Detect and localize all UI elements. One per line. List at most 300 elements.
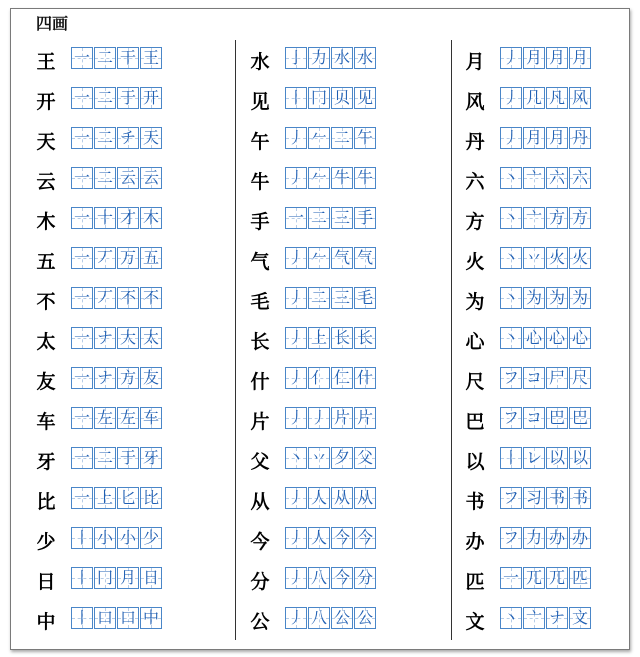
- stroke-step-cell: [285, 47, 307, 69]
- stroke-step-glyph: 贝: [333, 88, 350, 107]
- stroke-step-glyph: 丆: [96, 248, 113, 267]
- stroke-step-glyph: ナ: [548, 608, 565, 627]
- stroke-step-cell: [331, 447, 353, 469]
- stroke-order-grid: [285, 87, 377, 109]
- character-label: 月: [465, 51, 485, 73]
- stroke-step-glyph: 匹: [571, 568, 588, 587]
- stroke-step-glyph: 八: [310, 568, 327, 587]
- column-divider: [451, 40, 452, 640]
- stroke-step-glyph: 力: [525, 528, 542, 547]
- stroke-step-glyph: 父: [356, 448, 373, 467]
- stroke-step-glyph: 云: [119, 168, 136, 187]
- stroke-step-cell: [354, 607, 376, 629]
- stroke-step-glyph: 牙: [142, 448, 159, 467]
- stroke-step-glyph: 云: [142, 168, 159, 187]
- stroke-step-cell: [308, 407, 330, 429]
- character-label: 中: [36, 611, 56, 633]
- stroke-step-glyph: 书: [548, 488, 565, 507]
- stroke-step-cell: [94, 247, 116, 269]
- stroke-step-cell: [94, 447, 116, 469]
- stroke-step-glyph: 月: [548, 128, 565, 147]
- stroke-step-cell: [569, 527, 591, 549]
- stroke-step-glyph: 方: [119, 368, 136, 387]
- stroke-step-glyph: 以: [571, 448, 588, 467]
- stroke-step-cell: [117, 167, 139, 189]
- stroke-step-cell: [569, 487, 591, 509]
- stroke-step-glyph: 才: [119, 208, 136, 227]
- stroke-order-grid: [500, 527, 592, 549]
- stroke-step-glyph: 天: [142, 128, 159, 147]
- character-label: 心: [465, 331, 485, 353]
- stroke-step-glyph: 丹: [571, 128, 588, 147]
- stroke-order-grid: [285, 207, 377, 229]
- stroke-step-cell: [308, 247, 330, 269]
- stroke-step-cell: [140, 567, 162, 589]
- stroke-step-glyph: 丿: [287, 568, 304, 587]
- stroke-step-cell: [285, 87, 307, 109]
- stroke-step-glyph: 左: [96, 408, 113, 427]
- stroke-order-grid: [71, 327, 163, 349]
- stroke-step-glyph: 几: [525, 88, 542, 107]
- character-label: 什: [250, 371, 270, 393]
- stroke-step-glyph: 干: [119, 48, 136, 67]
- character-label: 长: [250, 331, 270, 353]
- stroke-step-glyph: 六: [548, 168, 565, 187]
- stroke-step-cell: [71, 87, 93, 109]
- stroke-step-glyph: 丿: [287, 248, 304, 267]
- stroke-step-cell: [546, 207, 568, 229]
- stroke-step-cell: [354, 407, 376, 429]
- stroke-step-glyph: 二: [96, 168, 113, 187]
- stroke-step-glyph: 小: [119, 528, 136, 547]
- stroke-step-glyph: 友: [142, 368, 159, 387]
- stroke-order-grid: [285, 527, 377, 549]
- stroke-step-cell: [523, 407, 545, 429]
- stroke-step-glyph: 毛: [356, 288, 373, 307]
- character-label: 以: [465, 451, 485, 473]
- stroke-step-glyph: 于: [119, 448, 136, 467]
- stroke-step-glyph: 一: [73, 488, 90, 507]
- stroke-step-cell: [285, 367, 307, 389]
- character-label: 五: [36, 251, 56, 273]
- stroke-step-cell: [331, 127, 353, 149]
- stroke-step-cell: [308, 167, 330, 189]
- stroke-step-glyph: 丶: [502, 208, 519, 227]
- stroke-step-glyph: 今: [333, 528, 350, 547]
- stroke-step-glyph: 牛: [356, 168, 373, 187]
- stroke-step-cell: [308, 447, 330, 469]
- stroke-step-cell: [354, 47, 376, 69]
- stroke-step-glyph: 火: [571, 248, 588, 267]
- stroke-step-glyph: コ: [525, 368, 542, 387]
- stroke-step-glyph: 丨: [287, 88, 304, 107]
- stroke-step-glyph: 心: [571, 328, 588, 347]
- stroke-step-glyph: 气: [333, 248, 350, 267]
- stroke-order-grid: [500, 47, 592, 69]
- character-label: 尺: [465, 371, 485, 393]
- stroke-step-glyph: 一: [73, 208, 90, 227]
- stroke-step-cell: [285, 447, 307, 469]
- stroke-step-cell: [523, 527, 545, 549]
- stroke-step-glyph: 丷: [310, 448, 327, 467]
- stroke-step-cell: [500, 327, 522, 349]
- stroke-step-cell: [140, 87, 162, 109]
- stroke-step-glyph: 今: [356, 528, 373, 547]
- stroke-order-grid: [285, 447, 377, 469]
- stroke-step-glyph: 办: [571, 528, 588, 547]
- stroke-step-cell: [117, 327, 139, 349]
- stroke-step-glyph: 一: [73, 368, 90, 387]
- stroke-step-glyph: 左: [119, 408, 136, 427]
- character-label: 云: [36, 171, 56, 193]
- stroke-step-glyph: 片: [356, 408, 373, 427]
- stroke-step-glyph: 𠂉: [310, 128, 327, 147]
- stroke-step-cell: [523, 247, 545, 269]
- stroke-order-grid: [71, 247, 163, 269]
- stroke-step-cell: [523, 47, 545, 69]
- stroke-step-cell: [285, 607, 307, 629]
- stroke-order-grid: [285, 407, 377, 429]
- stroke-step-cell: [354, 567, 376, 589]
- stroke-step-cell: [308, 607, 330, 629]
- stroke-step-cell: [71, 407, 93, 429]
- stroke-step-glyph: 丆: [96, 288, 113, 307]
- character-label: 匹: [465, 571, 485, 593]
- stroke-step-cell: [94, 567, 116, 589]
- stroke-step-glyph: 火: [548, 248, 565, 267]
- column-divider: [235, 40, 236, 640]
- stroke-step-glyph: 人: [310, 488, 327, 507]
- stroke-step-glyph: 午: [356, 128, 373, 147]
- stroke-step-cell: [569, 47, 591, 69]
- stroke-step-glyph: 小: [96, 528, 113, 547]
- stroke-step-glyph: 方: [571, 208, 588, 227]
- stroke-step-glyph: 丿: [287, 168, 304, 187]
- stroke-order-grid: [500, 367, 592, 389]
- stroke-step-glyph: 尸: [548, 368, 565, 387]
- stroke-step-cell: [71, 607, 93, 629]
- stroke-step-cell: [500, 487, 522, 509]
- character-label: 从: [250, 491, 270, 513]
- character-label: 木: [36, 211, 56, 233]
- character-label: 书: [465, 491, 485, 513]
- stroke-step-cell: [308, 47, 330, 69]
- stroke-step-glyph: 开: [142, 88, 159, 107]
- stroke-step-cell: [140, 327, 162, 349]
- stroke-step-glyph: 一: [73, 288, 90, 307]
- stroke-step-cell: [140, 447, 162, 469]
- stroke-step-cell: [331, 407, 353, 429]
- stroke-step-cell: [308, 327, 330, 349]
- stroke-order-grid: [285, 127, 377, 149]
- stroke-step-cell: [523, 487, 545, 509]
- stroke-step-cell: [546, 87, 568, 109]
- stroke-step-cell: [71, 287, 93, 309]
- stroke-step-cell: [94, 407, 116, 429]
- stroke-step-cell: [500, 167, 522, 189]
- stroke-step-cell: [331, 167, 353, 189]
- character-label: 车: [36, 411, 56, 433]
- stroke-step-cell: [569, 207, 591, 229]
- stroke-step-glyph: フ: [502, 488, 519, 507]
- stroke-step-cell: [354, 447, 376, 469]
- stroke-step-glyph: 一: [73, 128, 90, 147]
- stroke-step-cell: [546, 167, 568, 189]
- stroke-step-cell: [140, 607, 162, 629]
- stroke-step-cell: [71, 127, 93, 149]
- stroke-step-glyph: 巴: [548, 408, 565, 427]
- stroke-step-cell: [331, 607, 353, 629]
- stroke-step-cell: [285, 127, 307, 149]
- stroke-step-glyph: 丿: [287, 128, 304, 147]
- character-label: 王: [36, 51, 56, 73]
- stroke-step-glyph: 丶: [502, 168, 519, 187]
- stroke-step-glyph: 𠂉: [310, 248, 327, 267]
- stroke-step-cell: [117, 607, 139, 629]
- stroke-step-glyph: 兀: [548, 568, 565, 587]
- stroke-step-glyph: 不: [142, 288, 159, 307]
- character-label: 父: [250, 451, 270, 473]
- stroke-step-cell: [94, 527, 116, 549]
- stroke-step-cell: [117, 247, 139, 269]
- stroke-step-cell: [569, 167, 591, 189]
- stroke-step-glyph: 二: [310, 288, 327, 307]
- stroke-step-glyph: 车: [142, 408, 159, 427]
- stroke-step-glyph: 为: [548, 288, 565, 307]
- stroke-step-cell: [523, 607, 545, 629]
- stroke-step-glyph: 二: [96, 48, 113, 67]
- stroke-step-glyph: 从: [356, 488, 373, 507]
- stroke-step-cell: [140, 367, 162, 389]
- stroke-order-grid: [71, 527, 163, 549]
- character-label: 友: [36, 371, 56, 393]
- stroke-step-cell: [331, 47, 353, 69]
- stroke-step-glyph: 手: [356, 208, 373, 227]
- stroke-step-cell: [523, 447, 545, 469]
- stroke-step-glyph: 气: [356, 248, 373, 267]
- stroke-step-glyph: 公: [333, 608, 350, 627]
- stroke-step-glyph: 二: [310, 208, 327, 227]
- stroke-step-glyph: 水: [333, 48, 350, 67]
- stroke-step-cell: [354, 167, 376, 189]
- stroke-step-cell: [354, 287, 376, 309]
- stroke-order-grid: [500, 407, 592, 429]
- stroke-step-glyph: 片: [333, 408, 350, 427]
- stroke-step-cell: [94, 167, 116, 189]
- stroke-step-glyph: 月: [571, 48, 588, 67]
- stroke-step-cell: [569, 367, 591, 389]
- stroke-order-grid: [285, 167, 377, 189]
- stroke-step-glyph: 力: [310, 48, 327, 67]
- stroke-step-glyph: 月: [119, 568, 136, 587]
- stroke-step-glyph: 二: [333, 128, 350, 147]
- stroke-step-glyph: 心: [548, 328, 565, 347]
- character-label: 手: [250, 211, 270, 233]
- stroke-order-grid: [285, 607, 377, 629]
- stroke-order-grid: [500, 487, 592, 509]
- stroke-step-glyph: 亠: [525, 608, 542, 627]
- stroke-step-glyph: 万: [119, 248, 136, 267]
- stroke-step-cell: [140, 527, 162, 549]
- stroke-step-cell: [308, 527, 330, 549]
- stroke-step-cell: [523, 327, 545, 349]
- stroke-step-glyph: 丨: [73, 568, 90, 587]
- stroke-step-glyph: 不: [119, 288, 136, 307]
- stroke-step-glyph: 丷: [525, 248, 542, 267]
- stroke-step-cell: [569, 407, 591, 429]
- stroke-step-glyph: 亅: [287, 48, 304, 67]
- stroke-step-cell: [569, 247, 591, 269]
- stroke-step-glyph: 风: [571, 88, 588, 107]
- stroke-step-cell: [140, 207, 162, 229]
- stroke-step-cell: [523, 167, 545, 189]
- character-label: 六: [465, 171, 485, 193]
- stroke-step-glyph: 丨: [73, 528, 90, 547]
- character-label: 不: [36, 291, 56, 313]
- stroke-order-grid: [71, 127, 163, 149]
- stroke-step-glyph: 大: [119, 328, 136, 347]
- stroke-step-glyph: 一: [73, 168, 90, 187]
- stroke-step-glyph: 亠: [525, 208, 542, 227]
- stroke-step-cell: [285, 407, 307, 429]
- stroke-step-cell: [500, 567, 522, 589]
- stroke-step-cell: [308, 87, 330, 109]
- stroke-step-cell: [331, 367, 353, 389]
- stroke-step-glyph: 一: [502, 568, 519, 587]
- stroke-step-glyph: 见: [356, 88, 373, 107]
- stroke-step-cell: [569, 567, 591, 589]
- stroke-step-glyph: 月: [525, 128, 542, 147]
- stroke-step-glyph: 匕: [119, 488, 136, 507]
- character-label: 火: [465, 251, 485, 273]
- stroke-order-grid: [285, 247, 377, 269]
- stroke-step-glyph: 水: [356, 48, 373, 67]
- stroke-step-glyph: 公: [356, 608, 373, 627]
- stroke-step-cell: [71, 327, 93, 349]
- stroke-step-cell: [71, 47, 93, 69]
- stroke-step-cell: [308, 487, 330, 509]
- stroke-step-cell: [546, 327, 568, 349]
- stroke-step-glyph: 方: [548, 208, 565, 227]
- stroke-step-cell: [569, 327, 591, 349]
- stroke-step-glyph: 分: [356, 568, 373, 587]
- stroke-step-glyph: 今: [333, 568, 350, 587]
- stroke-step-cell: [140, 287, 162, 309]
- stroke-step-glyph: 丿: [287, 528, 304, 547]
- character-label: 为: [465, 291, 485, 313]
- stroke-order-grid: [500, 327, 592, 349]
- character-label: 片: [250, 411, 270, 433]
- stroke-step-glyph: ナ: [96, 368, 113, 387]
- stroke-step-glyph: 十: [96, 208, 113, 227]
- stroke-step-glyph: 亻: [310, 368, 327, 387]
- stroke-step-glyph: 巴: [571, 408, 588, 427]
- stroke-step-cell: [285, 247, 307, 269]
- stroke-step-glyph: 中: [142, 608, 159, 627]
- stroke-step-glyph: 丿: [502, 48, 519, 67]
- stroke-step-glyph: コ: [525, 408, 542, 427]
- character-label: 今: [250, 531, 270, 553]
- stroke-step-glyph: 丿: [287, 608, 304, 627]
- character-label: 气: [250, 251, 270, 273]
- section-title: 四画: [36, 14, 69, 33]
- stroke-order-grid: [71, 447, 163, 469]
- stroke-step-cell: [71, 447, 93, 469]
- stroke-step-cell: [500, 367, 522, 389]
- stroke-order-grid: [285, 487, 377, 509]
- stroke-step-cell: [117, 87, 139, 109]
- stroke-step-cell: [523, 367, 545, 389]
- character-label: 水: [250, 51, 270, 73]
- stroke-order-grid: [285, 567, 377, 589]
- stroke-order-grid: [500, 247, 592, 269]
- stroke-step-glyph: 上: [310, 328, 327, 347]
- stroke-step-glyph: 少: [142, 528, 159, 547]
- stroke-step-glyph: 太: [142, 328, 159, 347]
- stroke-step-glyph: 口: [96, 608, 113, 627]
- stroke-step-cell: [331, 487, 353, 509]
- stroke-step-glyph: 一: [73, 408, 90, 427]
- stroke-step-glyph: 以: [548, 448, 565, 467]
- stroke-step-cell: [523, 287, 545, 309]
- stroke-step-cell: [354, 247, 376, 269]
- stroke-step-cell: [523, 127, 545, 149]
- character-label: 少: [36, 531, 56, 553]
- stroke-step-glyph: フ: [502, 528, 519, 547]
- character-label: 毛: [250, 291, 270, 313]
- stroke-step-cell: [308, 567, 330, 589]
- stroke-step-cell: [71, 207, 93, 229]
- stroke-step-cell: [285, 527, 307, 549]
- stroke-step-cell: [71, 527, 93, 549]
- stroke-step-cell: [308, 367, 330, 389]
- stroke-order-grid: [71, 47, 163, 69]
- stroke-step-glyph: 丿: [502, 88, 519, 107]
- stroke-step-glyph: 六: [571, 168, 588, 187]
- stroke-step-cell: [71, 567, 93, 589]
- stroke-step-cell: [94, 127, 116, 149]
- stroke-order-grid: [71, 287, 163, 309]
- stroke-step-cell: [546, 127, 568, 149]
- stroke-step-glyph: 丿: [502, 128, 519, 147]
- character-label: 开: [36, 91, 56, 113]
- stroke-step-cell: [140, 127, 162, 149]
- stroke-step-glyph: 从: [333, 488, 350, 507]
- character-label: 公: [250, 611, 270, 633]
- stroke-step-cell: [500, 87, 522, 109]
- stroke-step-cell: [569, 87, 591, 109]
- stroke-step-cell: [331, 287, 353, 309]
- stroke-step-glyph: 心: [525, 328, 542, 347]
- stroke-step-glyph: 丶: [287, 448, 304, 467]
- stroke-order-grid: [500, 167, 592, 189]
- character-label: 分: [250, 571, 270, 593]
- stroke-step-cell: [569, 127, 591, 149]
- character-label: 巴: [465, 411, 485, 433]
- stroke-step-cell: [354, 367, 376, 389]
- stroke-step-cell: [546, 247, 568, 269]
- stroke-step-cell: [94, 487, 116, 509]
- character-label: 丹: [465, 131, 485, 153]
- stroke-step-glyph: 书: [571, 488, 588, 507]
- stroke-step-glyph: 为: [525, 288, 542, 307]
- stroke-step-cell: [285, 487, 307, 509]
- stroke-order-grid: [71, 207, 163, 229]
- stroke-step-glyph: フ: [502, 408, 519, 427]
- stroke-step-cell: [117, 447, 139, 469]
- stroke-order-grid: [285, 367, 377, 389]
- stroke-step-cell: [500, 287, 522, 309]
